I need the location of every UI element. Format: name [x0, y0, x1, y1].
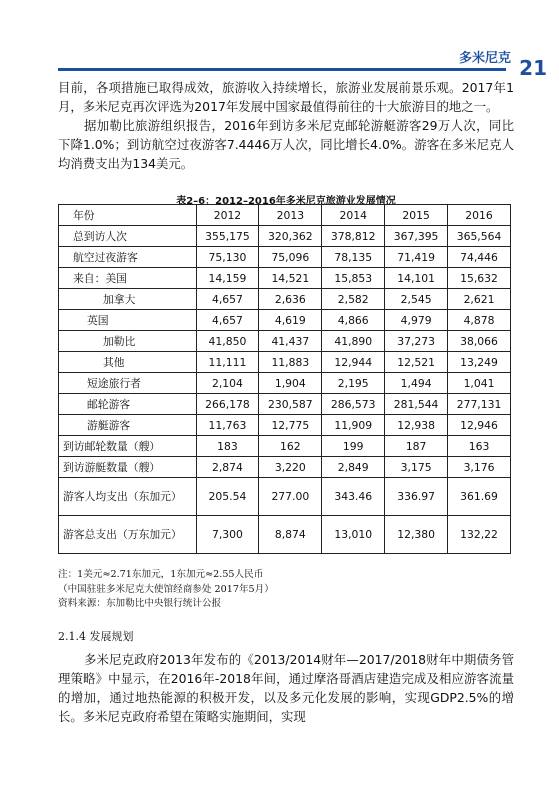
row-label: 航空过夜游客 [59, 247, 197, 268]
table-cell: 2,849 [322, 457, 385, 478]
row-label: 游艇游客 [59, 415, 197, 436]
row-label: 到访游艇数量（艘） [59, 457, 197, 478]
table-cell: 277,131 [448, 394, 511, 415]
table-cell: 4,657 [196, 310, 259, 331]
table-cell: 230,587 [259, 394, 322, 415]
table-cell: 4,619 [259, 310, 322, 331]
table-cell: 187 [385, 436, 448, 457]
header-cell: 年份 [59, 205, 197, 226]
row-label: 加拿大 [59, 289, 197, 310]
table-cell: 343.46 [322, 478, 385, 516]
table-cell: 11,111 [196, 352, 259, 373]
table-cell: 11,909 [322, 415, 385, 436]
table-cell: 4,657 [196, 289, 259, 310]
header-cell: 2015 [385, 205, 448, 226]
table-header-row [59, 205, 511, 226]
table-row [59, 478, 511, 516]
table-cell: 12,944 [322, 352, 385, 373]
table-cell: 1,904 [259, 373, 322, 394]
table-row [59, 373, 511, 394]
table-row [59, 226, 511, 247]
table-cell: 15,632 [448, 268, 511, 289]
header-cell: 2013 [259, 205, 322, 226]
policy-text [58, 650, 514, 726]
table-cell: 4,866 [322, 310, 385, 331]
table-cell: 132,22 [448, 516, 511, 554]
table-cell: 13,249 [448, 352, 511, 373]
table-cell: 2,195 [322, 373, 385, 394]
table-notes [58, 568, 274, 612]
table-cell: 1,041 [448, 373, 511, 394]
table-cell: 2,874 [196, 457, 259, 478]
table-cell: 3,176 [448, 457, 511, 478]
header-title: 多米尼克 [458, 51, 511, 66]
table-cell: 2,621 [448, 289, 511, 310]
table-cell: 11,763 [196, 415, 259, 436]
table-cell: 3,175 [385, 457, 448, 478]
table-cell: 320,362 [259, 226, 322, 247]
table-row [59, 331, 511, 352]
note-data-source: 资料来源：东加勒比中央银行统计公报 [58, 598, 222, 609]
row-label: 总到访人次 [59, 226, 197, 247]
row-label: 加勒比 [59, 331, 197, 352]
table-cell: 8,874 [259, 516, 322, 554]
table-cell: 41,437 [259, 331, 322, 352]
table-cell: 205.54 [196, 478, 259, 516]
table-row [59, 394, 511, 415]
table-cell: 199 [322, 436, 385, 457]
table-cell: 14,521 [259, 268, 322, 289]
table-cell: 71,419 [385, 247, 448, 268]
header-cell: 2012 [196, 205, 259, 226]
table-cell: 266,178 [196, 394, 259, 415]
table-cell: 2,636 [259, 289, 322, 310]
table-cell: 2,545 [385, 289, 448, 310]
row-label: 来自：美国 [59, 268, 197, 289]
table-cell: 367,395 [385, 226, 448, 247]
table-cell: 74,446 [448, 247, 511, 268]
table-cell: 163 [448, 436, 511, 457]
table-cell: 14,101 [385, 268, 448, 289]
table-cell: 365,564 [448, 226, 511, 247]
table-cell: 281,544 [385, 394, 448, 415]
table-cell: 11,883 [259, 352, 322, 373]
header-cell: 2014 [322, 205, 385, 226]
table-cell: 12,521 [385, 352, 448, 373]
table-cell: 12,938 [385, 415, 448, 436]
table-cell: 12,775 [259, 415, 322, 436]
table-row [59, 289, 511, 310]
table-cell: 2,582 [322, 289, 385, 310]
intro-paragraph-2: 据加勒比旅游组织报告，2016年到访多米尼克邮轮游艇游客29万人次，同比下降1.0%；到访航空过夜游客7.4446万人次，同比增长4.0%。游客在多米尼克人均消费支出为134美元。 [58, 118, 514, 171]
table-cell: 4,878 [448, 310, 511, 331]
table-cell: 12,380 [385, 516, 448, 554]
table-cell: 3,220 [259, 457, 322, 478]
intro-text [58, 78, 514, 173]
note-source-embassy: （中国驻驻多米尼克大使馆经商参处 2017年5月） [58, 583, 274, 595]
table-cell: 13,010 [322, 516, 385, 554]
table-cell: 7,300 [196, 516, 259, 554]
header-cell: 2016 [448, 205, 511, 226]
row-label: 游客总支出（万东加元） [59, 516, 197, 554]
table-cell: 75,096 [259, 247, 322, 268]
row-label: 游客人均支出（东加元） [59, 478, 197, 516]
page-number: 21 [519, 56, 547, 80]
table-cell: 78,135 [322, 247, 385, 268]
table-row [59, 516, 511, 554]
table-cell: 4,979 [385, 310, 448, 331]
row-label: 英国 [59, 310, 197, 331]
table-cell: 162 [259, 436, 322, 457]
header-rule [58, 68, 506, 71]
table-row [59, 457, 511, 478]
table-cell: 75,130 [196, 247, 259, 268]
row-label: 短途旅行者 [59, 373, 197, 394]
table-cell: 41,890 [322, 331, 385, 352]
tourism-table [58, 204, 511, 554]
table-cell: 378,812 [322, 226, 385, 247]
table-row [59, 415, 511, 436]
intro-paragraph-1: 目前，各项措施已取得成效，旅游收入持续增长，旅游业发展前景乐观。2017年1月，多米尼克再次评选为2017年发展中国家最值得前往的十大旅游目的地之一。 [58, 80, 514, 114]
table-row [59, 247, 511, 268]
row-label: 到访邮轮数量（艘） [59, 436, 197, 457]
table-row [59, 310, 511, 331]
table-cell: 336.97 [385, 478, 448, 516]
note-exchange-rate: 注：1美元≈2.71东加元，1东加元≈2.55人民币 [58, 569, 264, 580]
policy-paragraph: 多米尼克政府2013年发布的《2013/2014财年—2017/2018财年中期债务管理策略》中显示，在2016年-2018年间，通过摩洛哥酒店建造完成及相应游客流量的增加，通过地热能源的积极开发，以及多元化发展的影响，实现GDP2.5%的增长。多米尼克政府希望在策略实施期间，实现 [58, 652, 514, 724]
table-cell: 2,104 [196, 373, 259, 394]
section-heading: 2.1.4 发展规划 [58, 630, 134, 643]
table-row [59, 268, 511, 289]
table-cell: 38,066 [448, 331, 511, 352]
table-cell: 14,159 [196, 268, 259, 289]
row-label: 其他 [59, 352, 197, 373]
table-row [59, 436, 511, 457]
table-cell: 361.69 [448, 478, 511, 516]
table-cell: 286,573 [322, 394, 385, 415]
table-cell: 15,853 [322, 268, 385, 289]
table-cell: 41,850 [196, 331, 259, 352]
row-label: 邮轮游客 [59, 394, 197, 415]
table-cell: 37,273 [385, 331, 448, 352]
table-cell: 277.00 [259, 478, 322, 516]
table-row [59, 352, 511, 373]
table-title: 表2–6：2012–2016年多米尼克旅游业发展情况 [176, 196, 396, 207]
table-cell: 355,175 [196, 226, 259, 247]
table-cell: 1,494 [385, 373, 448, 394]
table-cell: 12,946 [448, 415, 511, 436]
table-cell: 183 [196, 436, 259, 457]
